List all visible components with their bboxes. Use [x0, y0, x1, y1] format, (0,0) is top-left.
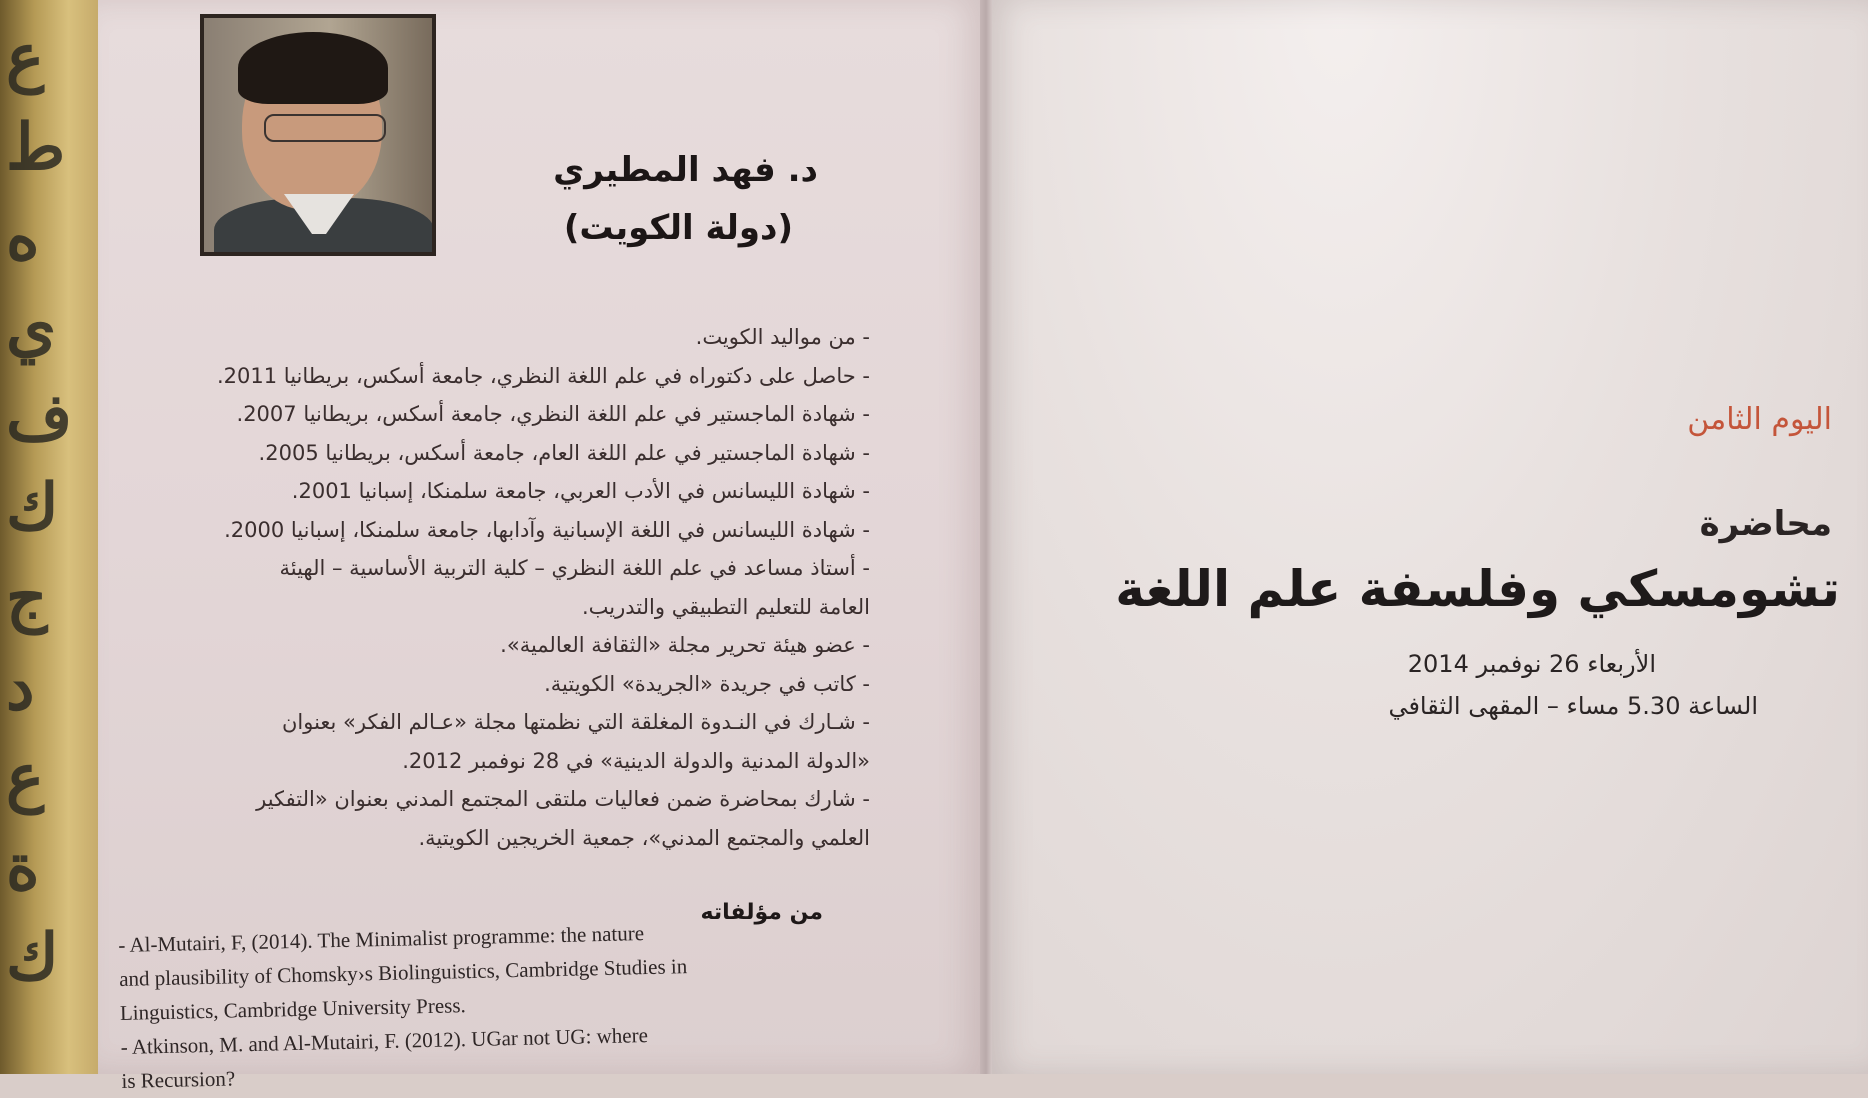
bio-line: - حاصل على دكتوراه في علم اللغة النظري، جامعة أسكس، بريطانيا 2011. [216, 363, 870, 388]
strip-glyph: ع [6, 20, 45, 95]
speaker-name: د. فهد المطيري [553, 150, 818, 190]
strip-glyph: ي [6, 290, 57, 365]
strip-glyph: ف [6, 380, 73, 455]
strip-glyph: ك [6, 920, 59, 995]
bio-line: - شهادة الليسانس في اللغة الإسبانية وآدابها، جامعة سلمنكا، إسبانيا 2000. [224, 517, 870, 542]
strip-glyph: ه [6, 200, 40, 275]
strip-glyph: ة [6, 830, 40, 905]
publications-title: من مؤلفاته [700, 900, 823, 925]
event-time: الساعة 5.30 مساء – المقهى الثقافي [1388, 692, 1758, 720]
publication-line: Linguistics, Cambridge University Press. [119, 993, 467, 1025]
publication-line: and plausibility of Chomsky›s Biolinguistics, Cambridge Studies in [118, 954, 688, 991]
bio-line: - من مواليد الكويت. [695, 325, 870, 349]
book-gutter [980, 0, 992, 1074]
decorative-calligraphy-strip [0, 0, 98, 1074]
speaker-photo [200, 14, 436, 256]
event-title: تشومسكي وفلسفة علم اللغة [1115, 560, 1840, 618]
strip-glyph: ط [6, 110, 66, 185]
strip-glyph: ك [6, 470, 59, 545]
bio-line: - أستاذ مساعد في علم اللغة النظري – كلية التربية الأساسية – الهيئة [279, 556, 870, 580]
publication-line: - Atkinson, M. and Al-Mutairi, F. (2012). UGar not UG: where [120, 1023, 649, 1059]
strip-glyph: د [6, 650, 35, 725]
strip-glyph: ع [6, 740, 45, 815]
speaker-bio [118, 318, 870, 857]
bio-line: - شـارك في النـدوة المغلقة التي نظمتها مجلة «عـالم الفكر» بعنوان [281, 710, 870, 734]
bio-line: - شهادة الماجستير في علم اللغة العام، جامعة أسكس، بريطانيا 2005. [258, 440, 870, 465]
speaker-country: (دولة الكويت) [563, 208, 793, 248]
bio-line: - شهادة الليسانس في الأدب العربي، جامعة سلمنكا، إسبانيا 2001. [291, 479, 870, 503]
bio-line: العلمي والمجتمع المدني»، جمعية الخريجين الكويتية. [418, 825, 870, 850]
publication-line: is Recursion? [121, 1066, 236, 1093]
strip-glyph: ج [6, 560, 48, 635]
event-date: الأربعاء 26 نوفمبر 2014 [1407, 650, 1656, 678]
bio-line: - شارك بمحاضرة ضمن فعاليات ملتقى المجتمع المدني بعنوان «التفكير [256, 787, 870, 811]
event-day: اليوم الثامن [1687, 402, 1832, 437]
bio-line: - كاتب في جريدة «الجريدة» الكويتية. [544, 671, 870, 696]
bio-line: - عضو هيئة تحرير مجلة «الثقافة العالمية». [500, 633, 870, 657]
bio-line: - شهادة الماجستير في علم اللغة النظري، جامعة أسكس، بريطانيا 2007. [236, 402, 870, 426]
event-type: محاضرة [1699, 504, 1832, 544]
publications-list [118, 911, 874, 1098]
bio-line: «الدولة المدنية والدولة الدينية» في 28 نوفمبر 2012. [402, 748, 870, 773]
bio-line: العامة للتعليم التطبيقي والتدريب. [582, 594, 870, 619]
publication-line: - Al-Mutairi, F, (2014). The Minimalist programme: the nature [118, 921, 645, 957]
